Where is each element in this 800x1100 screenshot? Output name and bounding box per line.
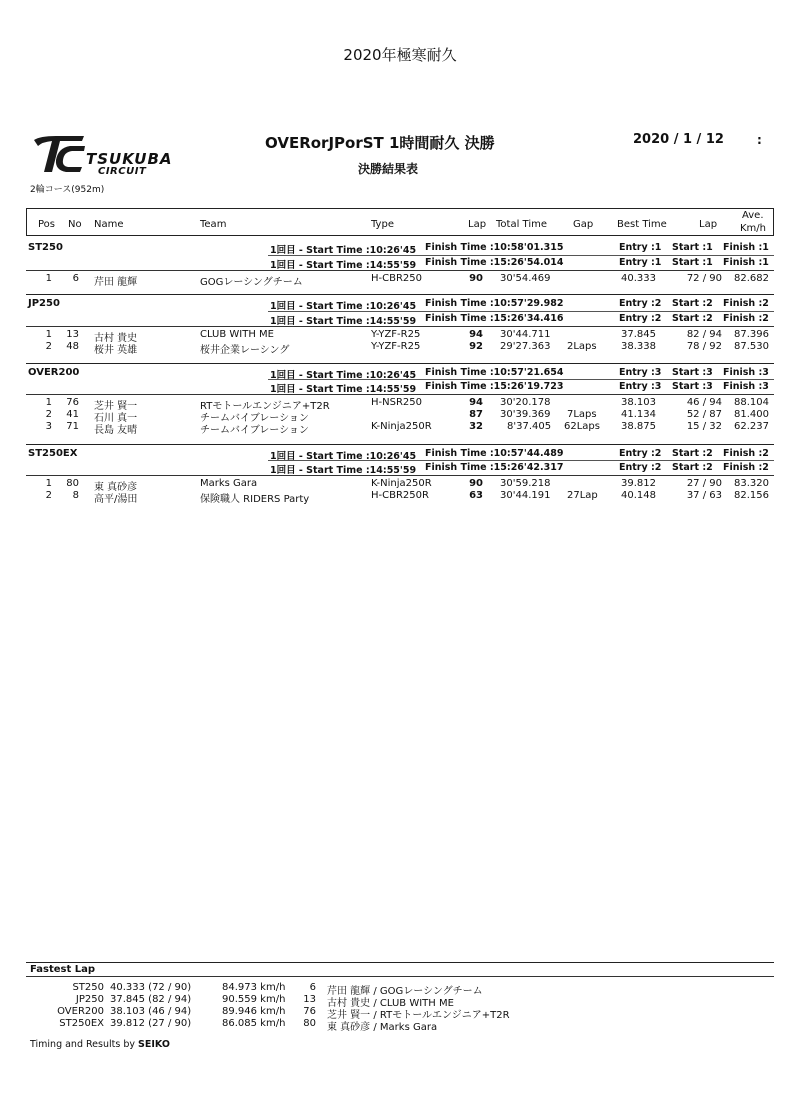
row-lap: 87 <box>469 409 483 420</box>
row-average-speed: 81.400 <box>734 409 769 420</box>
timing-start: 1回目 - Start Time :10:26'45 <box>270 451 417 462</box>
timing-entry: Entry :3 <box>619 367 662 378</box>
row-lap: 63 <box>469 490 483 501</box>
row-best-lap: 78 / 92 <box>686 341 722 352</box>
row-type: H-CBR250R <box>371 490 429 501</box>
row-lap: 32 <box>469 421 483 432</box>
header-type: Type <box>371 219 394 230</box>
fastest-lap-rider: 古村 貴史 / CLUB WITH ME <box>327 998 454 1009</box>
timing-entry: Entry :1 <box>619 242 662 253</box>
row-pos: 3 <box>45 421 52 432</box>
timing-finish: Finish Time :10:57'21.654 <box>425 367 564 378</box>
timing-credit-prefix: Timing and Results by <box>30 1039 139 1050</box>
fastest-lap-no: 80 <box>303 1018 316 1029</box>
timing-start: 1回目 - Start Time :14:55'59 <box>270 465 417 476</box>
row-best-lap: 46 / 94 <box>686 397 722 408</box>
race-date: 2020 / 1 / 12 <box>633 132 724 147</box>
class-name-st250ex: ST250EX <box>28 448 78 459</box>
timing-entry: Entry :3 <box>619 381 662 392</box>
row-best-time: 38.103 <box>621 397 656 408</box>
race-subtitle: 決勝結果表 <box>358 162 419 176</box>
row-best-time: 40.333 <box>621 273 656 284</box>
class-top-rule <box>26 444 774 445</box>
timing-finish: Finish Time :10:57'44.489 <box>425 448 564 459</box>
fastest-lap-speed: 90.559 km/h <box>222 994 286 1005</box>
row-name: 東 真砂彦 <box>94 482 138 493</box>
document-title: 2020年極寒耐久 <box>343 46 457 64</box>
row-team: 桜井企業レーシング <box>200 345 290 356</box>
class-divider <box>26 270 774 271</box>
row-no: 41 <box>66 409 79 420</box>
row-total-time: 30'44.711 <box>500 329 551 340</box>
row-team: CLUB WITH ME <box>200 329 275 340</box>
row-team: Marks Gara <box>200 478 258 489</box>
row-total-time: 29'27.363 <box>500 341 551 352</box>
row-team: GOGレーシングチーム <box>200 277 303 288</box>
row-gap: 62Laps <box>564 421 600 432</box>
row-type: H-NSR250 <box>371 397 422 408</box>
class-top-rule <box>26 294 774 295</box>
fastest-lap-rider: 芝井 賢一 / RTモトールエンジニア+T2R <box>327 1010 510 1021</box>
row-lap: 92 <box>469 341 483 352</box>
row-type: Y-YZF-R25 <box>371 341 421 352</box>
results-table-left-edge <box>26 208 27 235</box>
fastest-lap-class: ST250EX <box>59 1018 104 1029</box>
row-total-time: 30'44.191 <box>500 490 551 501</box>
class-divider <box>26 326 774 327</box>
row-total-time: 8'37.405 <box>507 421 552 432</box>
row-pos: 1 <box>45 273 52 284</box>
row-total-time: 30'20.178 <box>500 397 551 408</box>
fastest-lap-time: 38.103 (46 / 94) <box>110 1006 192 1017</box>
timing-finished: Finish :1 <box>723 242 769 253</box>
fastest-lap-time: 39.812 (27 / 90) <box>110 1018 192 1029</box>
race-time-separator: : <box>757 133 762 147</box>
row-lap: 90 <box>469 478 483 489</box>
class-top-rule <box>26 363 774 364</box>
row-team: チームバイブレーション <box>200 413 309 424</box>
row-type: H-CBR250 <box>371 273 423 284</box>
header-gap: Gap <box>573 219 594 230</box>
row-name: 高平/湯田 <box>94 494 138 505</box>
row-best-time: 38.875 <box>621 421 656 432</box>
seiko-brand: SEIKO <box>138 1039 170 1050</box>
timing-finish: Finish Time :10:58'01.315 <box>425 242 564 253</box>
row-type: K-Ninja250R <box>371 478 432 489</box>
row-gap: 7Laps <box>567 409 597 420</box>
row-total-time: 30'39.369 <box>500 409 551 420</box>
timing-finished: Finish :2 <box>723 313 769 324</box>
timing-divider <box>268 460 774 461</box>
row-best-time: 38.338 <box>621 341 656 352</box>
header-pos: Pos <box>38 219 56 230</box>
timing-entry: Entry :2 <box>619 448 662 459</box>
fastest-lap-class: OVER200 <box>57 1006 104 1017</box>
row-best-lap: 52 / 87 <box>686 409 722 420</box>
fastest-lap-time: 40.333 (72 / 90) <box>110 982 192 993</box>
fastest-lap-rider: 東 真砂彦 / Marks Gara <box>327 1022 438 1033</box>
row-no: 13 <box>66 329 79 340</box>
row-total-time: 30'59.218 <box>500 478 551 489</box>
fastest-lap-rider: 芹田 龍輝 / GOGレーシングチーム <box>327 986 483 997</box>
row-no: 6 <box>72 273 79 284</box>
timing-entry: Entry :1 <box>619 257 662 268</box>
header-ave: Ave. <box>742 210 764 221</box>
row-no: 48 <box>66 341 79 352</box>
row-average-speed: 83.320 <box>734 478 769 489</box>
timing-credit <box>30 1039 170 1050</box>
row-name: 芹田 龍輝 <box>94 277 138 288</box>
timing-divider <box>268 379 774 380</box>
class-name-jp250: JP250 <box>28 298 60 309</box>
timing-started: Start :2 <box>672 313 713 324</box>
class-name-over200: OVER200 <box>28 367 80 378</box>
row-type: Y-YZF-R25 <box>371 329 421 340</box>
timing-start: 1回目 - Start Time :14:55'59 <box>270 316 417 327</box>
fastest-lap-class: JP250 <box>75 994 104 1005</box>
row-best-lap: 15 / 32 <box>686 421 722 432</box>
row-lap: 94 <box>469 397 483 408</box>
timing-finished: Finish :2 <box>723 462 769 473</box>
timing-start: 1回目 - Start Time :10:26'45 <box>270 245 417 256</box>
row-average-speed: 62.237 <box>734 421 769 432</box>
row-name: 長島 友晴 <box>94 425 138 436</box>
header-kmh: Km/h <box>740 223 767 234</box>
timing-start: 1回目 - Start Time :10:26'45 <box>270 370 417 381</box>
row-name: 石川 真一 <box>94 413 138 424</box>
row-best-time: 40.148 <box>621 490 656 501</box>
results-table-right-edge <box>773 208 774 235</box>
timing-entry: Entry :2 <box>619 462 662 473</box>
row-average-speed: 82.156 <box>734 490 769 501</box>
timing-finish: Finish Time :10:57'29.982 <box>425 298 564 309</box>
course-label: 2輪コース(952m) <box>30 185 105 195</box>
timing-finished: Finish :1 <box>723 257 769 268</box>
row-total-time: 30'54.469 <box>500 273 551 284</box>
timing-started: Start :2 <box>672 298 713 309</box>
row-best-lap: 27 / 90 <box>686 478 722 489</box>
header-lap: Lap <box>468 219 487 230</box>
row-pos: 1 <box>45 329 52 340</box>
timing-started: Start :3 <box>672 367 713 378</box>
fastest-lap-no: 13 <box>303 994 316 1005</box>
row-pos: 2 <box>45 341 52 352</box>
race-title: OVERorJPorST 1時間耐久 決勝 <box>265 134 495 152</box>
row-no: 8 <box>72 490 79 501</box>
row-best-time: 39.812 <box>621 478 656 489</box>
row-best-lap: 72 / 90 <box>686 273 722 284</box>
class-divider <box>26 475 774 476</box>
fastest-lap-no: 76 <box>303 1006 316 1017</box>
timing-started: Start :1 <box>672 257 713 268</box>
timing-finished: Finish :2 <box>723 448 769 459</box>
fastest-lap-no: 6 <box>309 982 316 993</box>
header-best-lap: Lap <box>699 219 718 230</box>
logo-text-circuit: CIRCUIT <box>98 166 147 177</box>
timing-finish: Finish Time :15:26'34.416 <box>425 313 564 324</box>
row-no: 71 <box>66 421 79 432</box>
class-divider <box>26 394 774 395</box>
row-gap: 2Laps <box>567 341 597 352</box>
row-gap: 27Lap <box>567 490 598 501</box>
fastest-lap-title: Fastest Lap <box>30 964 95 975</box>
row-pos: 2 <box>45 409 52 420</box>
timing-entry: Entry :2 <box>619 298 662 309</box>
timing-start: 1回目 - Start Time :10:26'45 <box>270 301 417 312</box>
row-team: チームバイブレーション <box>200 425 309 436</box>
row-best-time: 37.845 <box>621 329 656 340</box>
header-total-time: Total Time <box>496 219 548 230</box>
row-lap: 94 <box>469 329 483 340</box>
row-name: 桜井 英雄 <box>94 345 138 356</box>
fastest-lap-speed: 84.973 km/h <box>222 982 286 993</box>
timing-finish: Finish Time :15:26'42.317 <box>425 462 564 473</box>
row-pos: 1 <box>45 397 52 408</box>
timing-finished: Finish :3 <box>723 367 769 378</box>
row-team: 保険職人 RIDERS Party <box>200 494 310 505</box>
timing-finish: Finish Time :15:26'54.014 <box>425 257 564 268</box>
row-best-lap: 37 / 63 <box>686 490 722 501</box>
timing-entry: Entry :2 <box>619 313 662 324</box>
fastest-lap-speed: 86.085 km/h <box>222 1018 286 1029</box>
row-average-speed: 88.104 <box>734 397 769 408</box>
timing-start: 1回目 - Start Time :14:55'59 <box>270 384 417 395</box>
row-name: 芝井 賢一 <box>94 401 138 412</box>
fastest-lap-divider <box>26 976 774 977</box>
timing-divider <box>268 311 774 312</box>
header-name: Name <box>94 219 124 230</box>
row-name: 古村 貴史 <box>94 333 138 344</box>
timing-finish: Finish Time :15:26'19.723 <box>425 381 564 392</box>
row-best-lap: 82 / 94 <box>686 329 722 340</box>
header-divider <box>26 235 774 236</box>
row-type: K-Ninja250R <box>371 421 432 432</box>
timing-started: Start :1 <box>672 242 713 253</box>
row-no: 80 <box>66 478 79 489</box>
fastest-lap-class: ST250 <box>72 982 104 993</box>
class-name-st250: ST250 <box>28 242 63 253</box>
timing-started: Start :2 <box>672 448 713 459</box>
row-pos: 2 <box>45 490 52 501</box>
header-no: No <box>68 219 82 230</box>
fastest-lap-time: 37.845 (82 / 94) <box>110 994 192 1005</box>
row-lap: 90 <box>469 273 483 284</box>
fastest-lap-speed: 89.946 km/h <box>222 1006 286 1017</box>
row-pos: 1 <box>45 478 52 489</box>
row-average-speed: 82.682 <box>734 273 769 284</box>
row-team: RTモトールエンジニア+T2R <box>200 401 330 412</box>
row-no: 76 <box>66 397 79 408</box>
timing-finished: Finish :3 <box>723 381 769 392</box>
header-best-time: Best Time <box>617 219 667 230</box>
timing-start: 1回目 - Start Time :14:55'59 <box>270 260 417 271</box>
header-team: Team <box>200 219 227 230</box>
timing-divider <box>268 255 774 256</box>
timing-finished: Finish :2 <box>723 298 769 309</box>
tsukuba-circuit-logo-icon <box>30 134 86 176</box>
timing-started: Start :3 <box>672 381 713 392</box>
row-average-speed: 87.396 <box>734 329 769 340</box>
row-best-time: 41.134 <box>621 409 656 420</box>
timing-started: Start :2 <box>672 462 713 473</box>
row-average-speed: 87.530 <box>734 341 769 352</box>
logo-text-tsukuba: TSUKUBA <box>86 150 173 168</box>
